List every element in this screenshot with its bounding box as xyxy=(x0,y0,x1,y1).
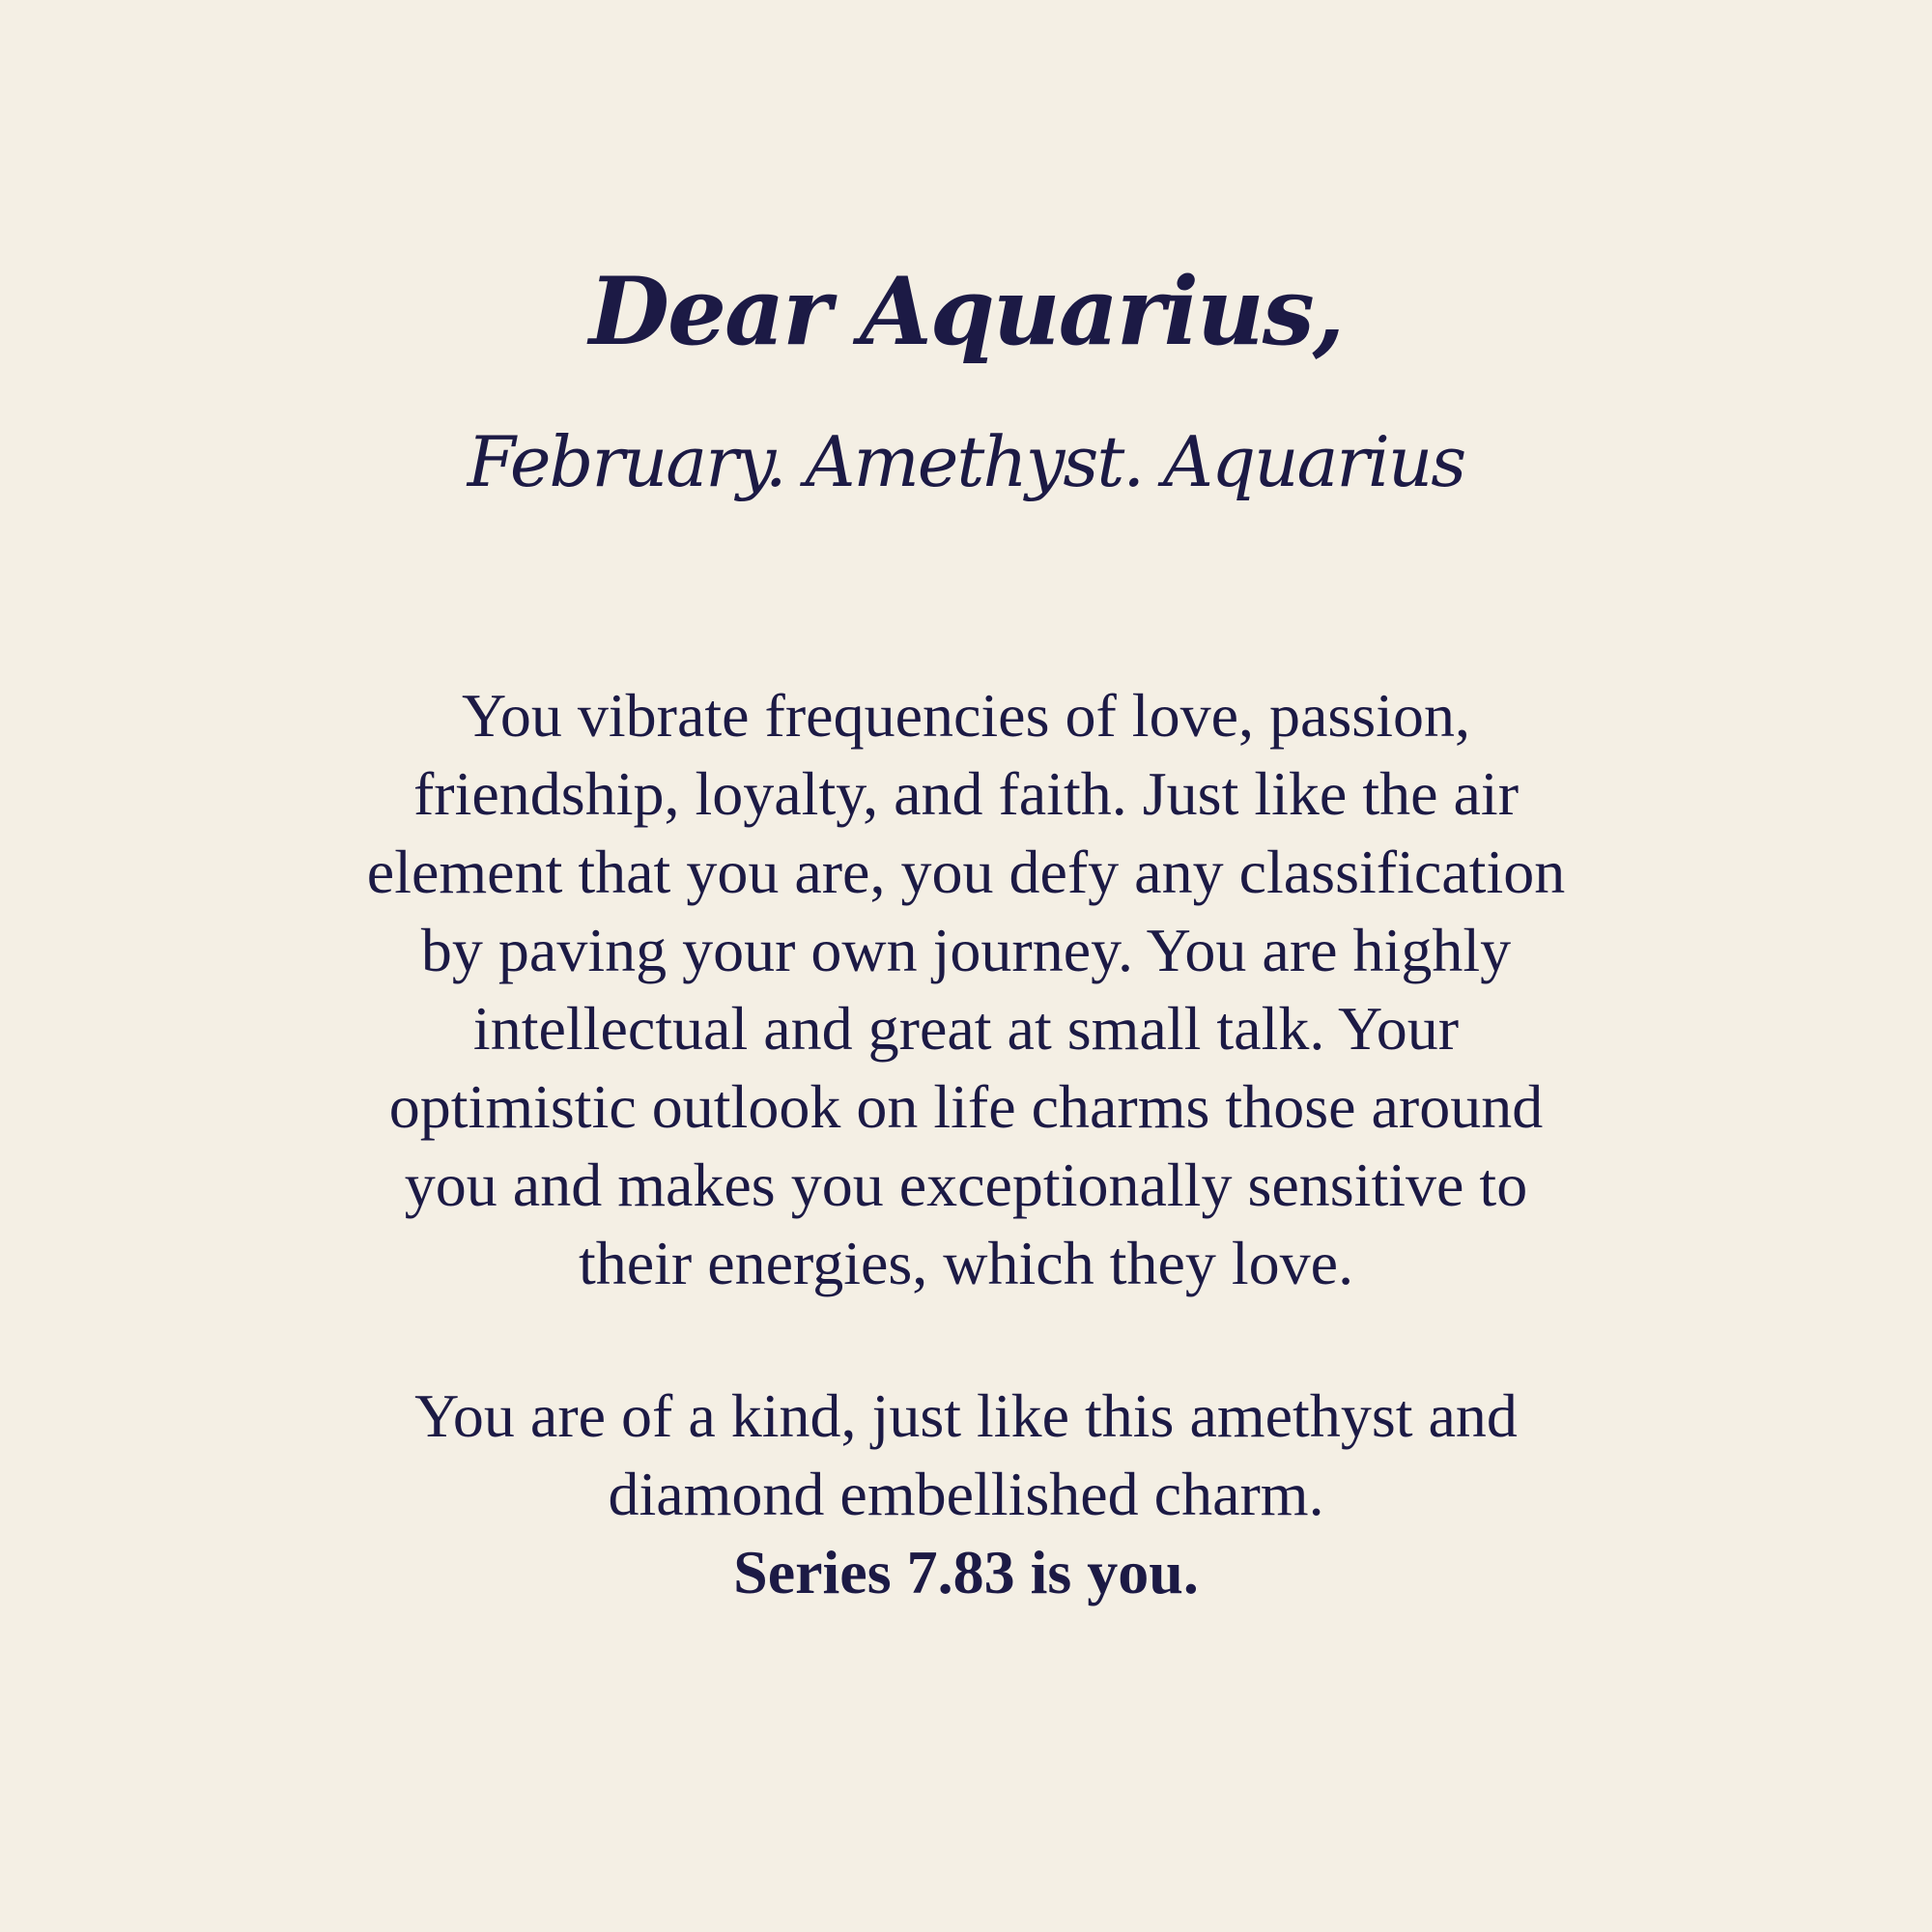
paragraph-line: intellectual and great at small talk. Your xyxy=(472,994,1460,1063)
paragraph-line: friendship, loyalty, and faith. Just like the air xyxy=(412,759,1520,828)
paragraph-line: you and makes you exceptionally sensitive to xyxy=(404,1151,1528,1219)
series-closing-line: Series 7.83 is you. xyxy=(733,1538,1199,1606)
page-subtitle: February. Amethyst. Aquarius xyxy=(467,421,1465,502)
description-paragraph xyxy=(193,676,1739,1302)
paragraph-line: You vibrate frequencies of love, passion, xyxy=(462,681,1470,750)
paragraph-line: by paving your own journey. You are highly xyxy=(420,916,1512,984)
page-title: Dear Aquarius, xyxy=(588,257,1344,366)
closing-paragraph xyxy=(193,1377,1739,1611)
paragraph-line: element that you are, you defy any classification xyxy=(366,838,1566,906)
paragraph-line: diamond embellished charm. xyxy=(608,1460,1324,1528)
paragraph-line: You are of a kind, just like this amethyst and xyxy=(414,1381,1518,1450)
paragraph-line: their energies, which they love. xyxy=(578,1229,1354,1297)
paragraph-line: optimistic outlook on life charms those around xyxy=(388,1072,1544,1141)
